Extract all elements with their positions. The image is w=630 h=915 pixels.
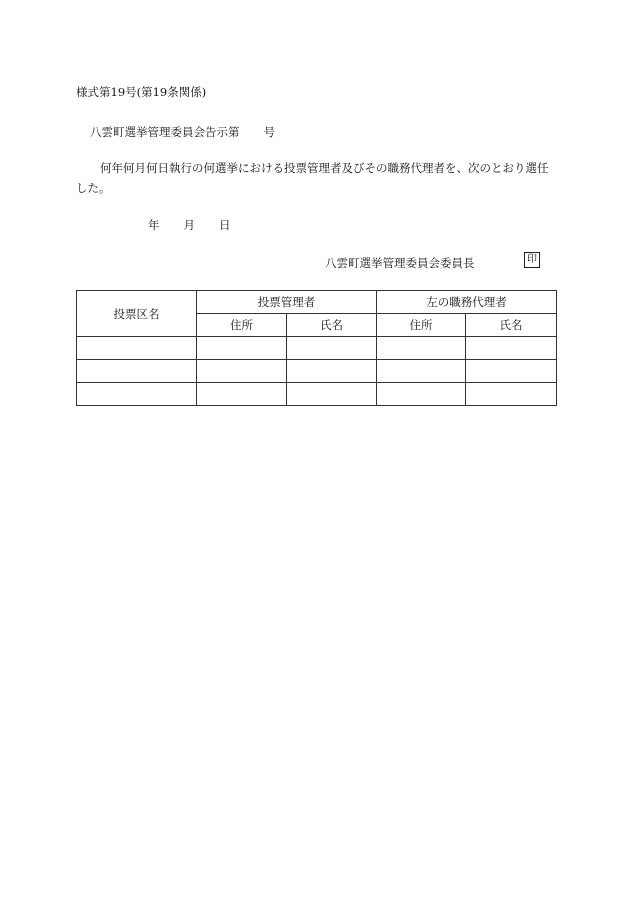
table-cell	[466, 383, 557, 406]
table-cell	[77, 337, 197, 360]
table-cell	[377, 383, 466, 406]
header-deputy-address: 住所	[377, 314, 466, 337]
date-month-label: 月	[183, 218, 195, 232]
form-number-label: 様式第19号(第19条関係)	[76, 85, 207, 99]
table-cell	[197, 360, 287, 383]
table-cell	[197, 383, 287, 406]
notice-number-suffix: 号	[263, 125, 275, 139]
notice-title-text: 八雲町選挙管理委員会告示第	[90, 125, 240, 139]
notice-body-text: 何年何月何日執行の何選挙における投票管理者及びその職務代理者を、次のとおり選任した。	[76, 161, 549, 195]
notice-heading	[90, 124, 275, 140]
header-manager: 投票管理者	[197, 291, 377, 314]
table-cell	[377, 360, 466, 383]
seal-mark: 印	[524, 252, 540, 268]
table-header-row	[77, 291, 557, 314]
header-manager-name: 氏名	[287, 314, 377, 337]
table-cell	[77, 383, 197, 406]
table-cell	[77, 360, 197, 383]
table-cell	[466, 360, 557, 383]
header-deputy-name: 氏名	[466, 314, 557, 337]
header-deputy: 左の職務代理者	[377, 291, 557, 314]
table-cell	[197, 337, 287, 360]
table-cell	[466, 337, 557, 360]
date-line	[148, 217, 231, 233]
header-manager-address: 住所	[197, 314, 287, 337]
manager-table	[76, 290, 557, 406]
date-year-label: 年	[148, 218, 160, 232]
table-cell	[377, 337, 466, 360]
table-row	[77, 383, 557, 406]
chairman-title: 八雲町選挙管理委員会委員長	[325, 256, 475, 270]
table-row	[77, 360, 557, 383]
table-cell	[287, 360, 377, 383]
header-district: 投票区名	[77, 291, 197, 337]
table-row	[77, 337, 557, 360]
table-cell	[287, 383, 377, 406]
table-cell	[287, 337, 377, 360]
date-day-label: 日	[219, 218, 231, 232]
